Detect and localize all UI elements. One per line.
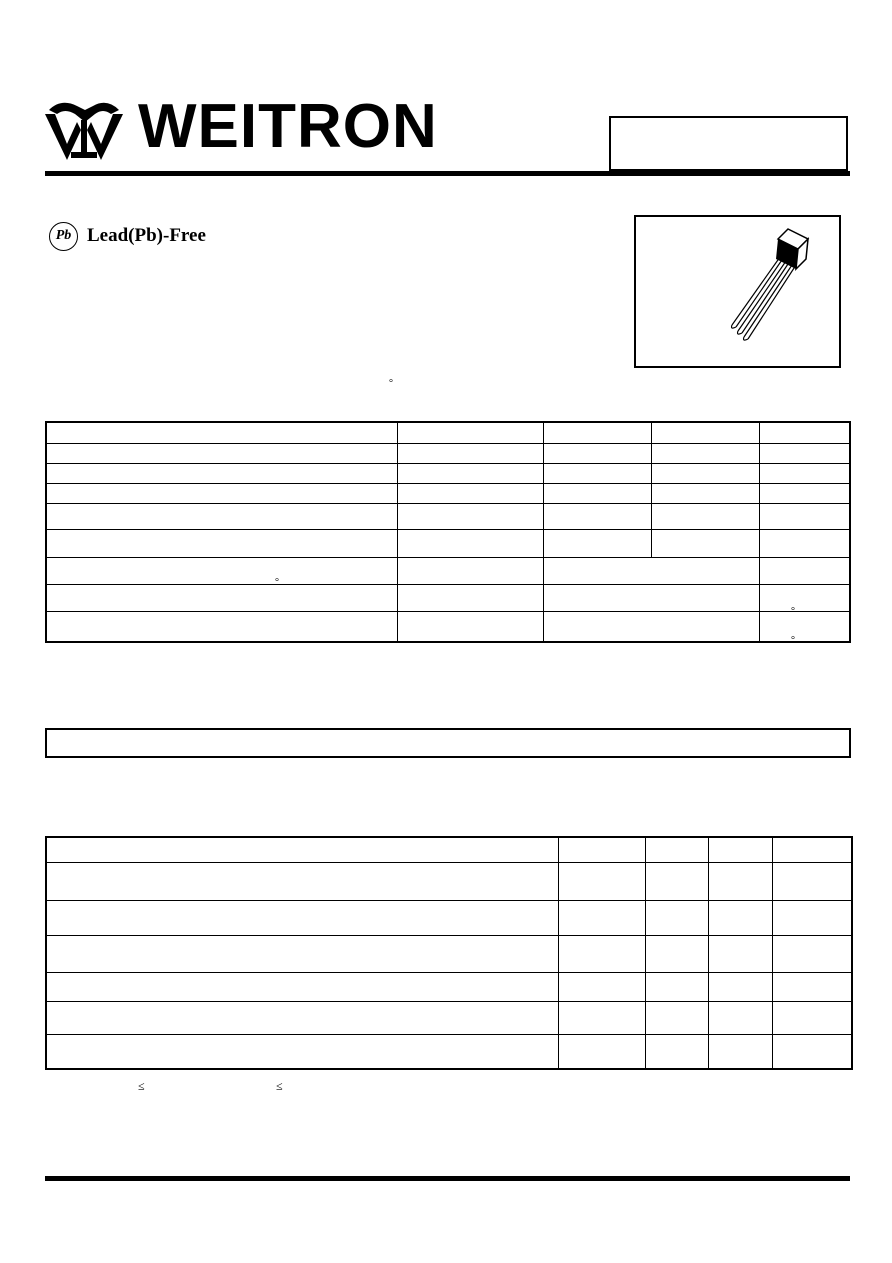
package-image-frame: [634, 215, 841, 368]
table-row: [46, 443, 850, 463]
table-row: [46, 1034, 852, 1069]
pb-free-icon: Pb: [49, 222, 78, 251]
table-row: [46, 463, 850, 483]
header-rule: [45, 171, 850, 176]
degree-symbol: °: [275, 577, 279, 588]
table-row: [46, 935, 852, 972]
table-row: [46, 900, 852, 935]
table-row: [46, 584, 850, 611]
degree-symbol: °: [389, 378, 393, 389]
degree-symbol: °: [791, 606, 795, 617]
section-header-box: [45, 728, 851, 758]
ratings-table: [45, 421, 851, 643]
brand-name: WEITRON: [138, 92, 438, 161]
table-row: [46, 483, 850, 503]
table-row: [46, 557, 850, 584]
part-number-box: [609, 116, 848, 171]
table-row: [46, 503, 850, 529]
to92-transistor-icon: [636, 217, 843, 370]
table-row: [46, 837, 852, 862]
table-row: [46, 1001, 852, 1034]
less-equal-symbol: ≤: [276, 1079, 283, 1093]
weitron-logo: [45, 92, 445, 161]
characteristics-table: [45, 836, 853, 1070]
table-row: [46, 529, 850, 557]
degree-symbol: °: [791, 635, 795, 646]
table-row: [46, 611, 850, 642]
weitron-logo-mark-icon: [45, 100, 123, 160]
footer-rule: [45, 1176, 850, 1181]
table-row: [46, 862, 852, 900]
table-row: [46, 972, 852, 1001]
table-row: [46, 422, 850, 443]
lead-free-label: Lead(Pb)-Free: [87, 225, 206, 246]
less-equal-symbol: ≤: [138, 1079, 145, 1093]
